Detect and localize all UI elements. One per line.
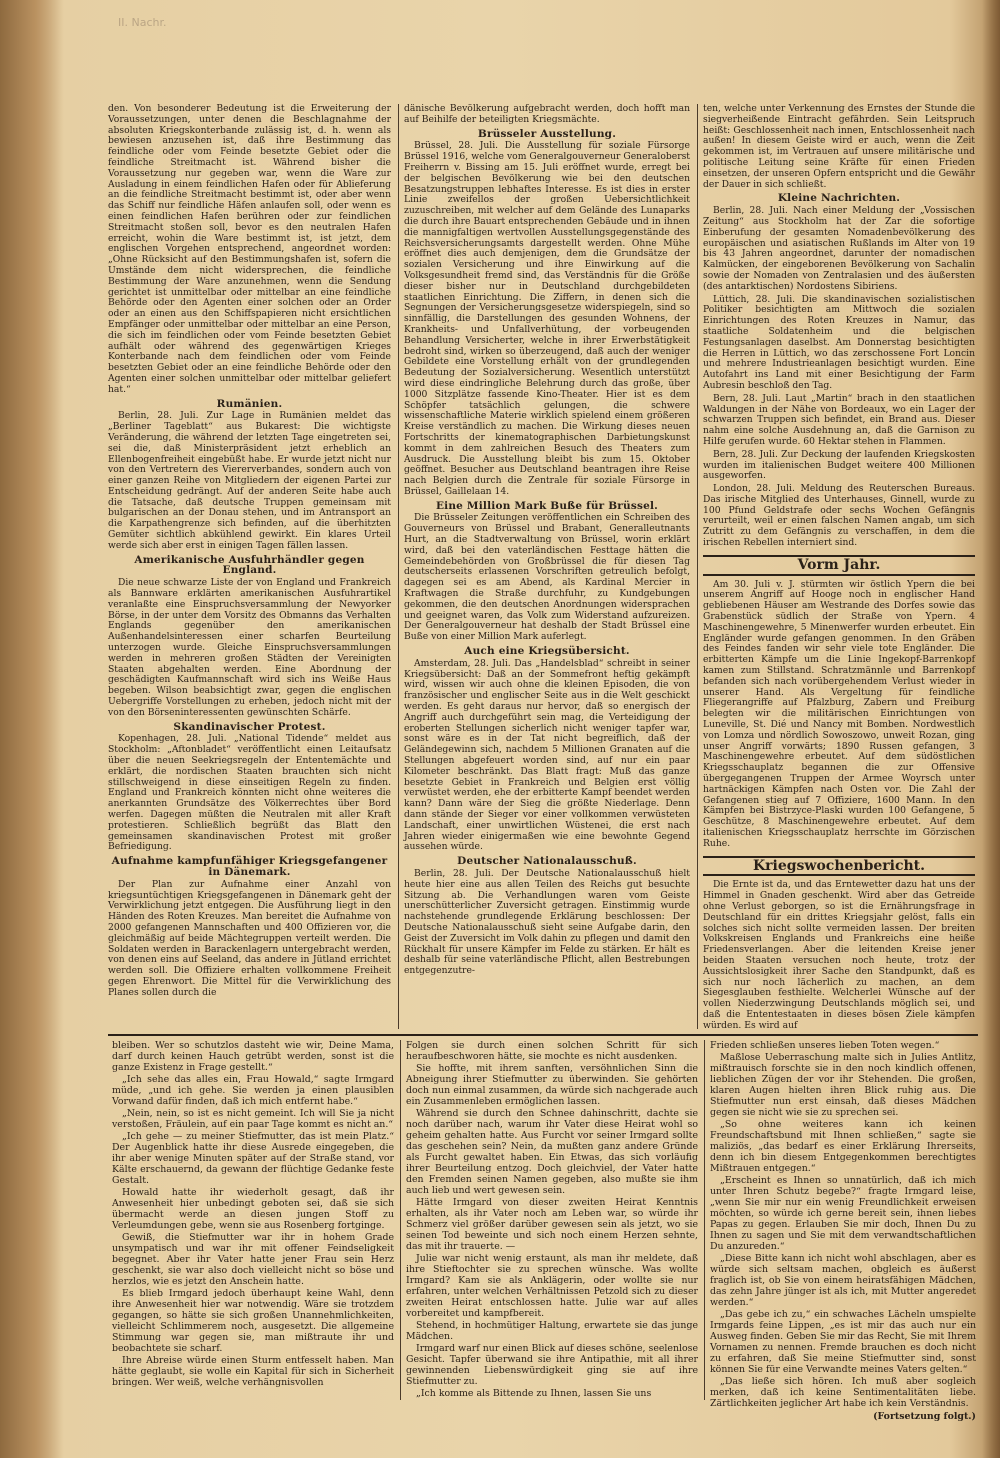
article-aufnahme: Der Plan zur Aufnahme einer Anzahl von kriegsuntüchtigen Kriegsgefangenen in Dänemark geht der Verwirklichung jetzt entgegen. Die Ausführung liegt in den Händen des Roten Kreuzes. Man bereitet die Aufnahme von 2000 gefangenen Mannschaften und 400 Offizieren vor, die gleichmäßig auf beide Mächtegruppen verteilt werden. Die Soldaten werden in Barackenlagern untergebracht werden, von denen eins auf Seeland, das andere in Jütland errichtet werden soll. Die Offiziere erhalten vollkommene Freiheit gegen Ehrenwort. Die Mittel für die Verwirklichung des Planes sollen durch die	[108, 878, 391, 998]
serial-paragraph: Sie hoffte, mit ihrem sanften, versöhnlichen Sinn die Abneigung ihrer Stiefmutter zu überwinden. Sie gehörten doch nun einmal zusammen, da würde sich nachgerade auch ein Zusammenleben ermöglichen lassen.	[406, 1063, 698, 1107]
serial-column-3	[710, 1040, 976, 1422]
article-intro-paragraph: den. Von besonderer Bedeutung ist die Erweiterung der Voraussetzungen, unter denen die Beschlagnahme der absoluten Kriegskonterbande zulässig ist, d. h. wenn als bewiesen anzusehen ist, daß ihre Bestimmung das feindliche oder vom Feinde besetzte Gebiet oder die feindliche Streitmacht ist. Während bisher die Voraussetzung nur gegeben war, wenn die Ware zur Ausladung in einem feindlichen Hafen oder für Ablieferung an die feindliche Streitmacht bestimmt ist, oder aber wenn das Schiff nur feindliche Häfen anlaufen soll, oder wenn es einen feindlichen Hafen berühren oder zur feindlichen Streitmacht stoßen soll, bevor es den neutralen Hafen erreicht, wohin die Ware bestimmt ist, ist jetzt, dem englischen Vorgehen entsprechend, angeordnet worden: „Ohne Rücksicht auf den Bestimmungshafen ist, sofern die Umstände dem nicht widersprechen, die feindliche Bestimmung der Ware anzunehmen, wenn die Sendung gerichtet ist unmittelbar oder mittelbar an eine feindliche Behörde oder den Agenten einer solchen oder an Order oder an einen aus den Schiffspapieren nicht ersichtlichen Empfänger oder unmittelbar oder mittelbar an eine Person, die sich im feindlichen oder vom Feinde besetzten Gebiet aufhält oder während des gegenwärtigen Krieges Konterbande nach dem feindlichen oder vom Feinde besetzten Gebiet oder an eine feindliche Behörde oder den Agenten einer solchen unmittelbar oder mittelbar geliefert hat.“	[108, 103, 391, 395]
news-item: Bern, 28. Juli. Laut „Martin“ brach in den staatlichen Waldungen in der Nähe von Bordeaux, wo ein Lager der schwarzen Truppen sich befindet, ein Brand aus. Dieser nahm eine solche Ausdehnung an, daß die Garnison zu Hilfe gerufen wurde. 60 Hektar stehen in Flammen.	[703, 392, 975, 447]
heading-amerika: Amerikanische Ausfuhrhändler gegen England.	[134, 553, 365, 577]
article-rumaenien: Berlin, 28. Juli. Zur Lage in Rumänien meldet das „Berliner Tageblatt“ aus Bukarest: Die wichtigste Veränderung, die während der letzten Tage eingetreten sei, sei die, daß Ministerpräsident jetzt erheblich an Ellenbogenfreiheit eingebüßt habe. Er wurde jetzt nicht nur von den Vertretern des Viererverbandes, sondern auch von einer ganzen Reihe von Mitgliedern der eigenen Partei zur Entscheidung gedrängt. Auf der anderen Seite habe auch die Tatsache, daß deutsche Truppen gemeinsam mit bulgarischen an der Donau stehen, und im Antransport an die Karpathengrenze sich befinden, auf die überhitzten Gemüter sichtlich abkühlend gewirkt. Ein klares Urteil werde sich aber erst in einigen Tagen fällen lassen.	[108, 410, 391, 551]
serial-paragraph: Ihre Abreise würde einen Sturm entfesselt haben. Man hätte geglaubt, sie wolle ein Kapital für sich in Sicherheit bringen. Wer weiß, welche verhängnisvollen	[112, 1355, 394, 1388]
column-divider	[398, 104, 399, 1029]
page-edge-shadow	[982, 0, 1000, 1458]
heading-kriegswochenbericht: Kriegswochenbericht.	[703, 856, 975, 877]
serial-paragraph: Gewiß, die Stiefmutter war ihr in hohem Grade unsympatisch und war ihr mit offener Feindseligkeit begegnet. Aber ihr Vater hatte jener Frau sein Herz geschenkt, sie war also doch vielleicht nicht so böse und herzlos, wie es jetzt den Anschein hatte.	[112, 1232, 394, 1287]
serial-paragraph: Julie war nicht wenig erstaunt, als man ihr meldete, daß ihre Stieftochter sie zu sprechen wünsche. Was wollte Irmgard? Kam sie als Anklägerin, oder wollte sie nur erfahren, unter welchen Verhältnissen Petzold sich zu dieser zweiten Heirat entschlossen hatte. Julie war auf alles vorbereitet und kampfbereit.	[406, 1253, 698, 1319]
article-kriegswochenbericht: Die Ernte ist da, und das Erntewetter dazu hat uns der Himmel in Gnaden geschenkt. Wird aber das Getreide ohne Verlust geborgen, so ist die Ernährungsfrage in Deutschland für ein drittes Kriegsjahr gelöst, falls ein solches sich nicht sollte vermeiden lassen. Der breiten Volkskreisen Englands und Frankreichs eine heiße Friedensverlangen. Aber die leitenden Kreise jener beiden Staaten versuchen noch heute, trotz der Aussichtslosigkeit ihrer Sache den Standpunkt, daß es sich nur noch lächerlich zu machen, an dem Siegesglauben festhielte. Welcherlei Wünsche auf der vollen Niederzwingung Deutschlands möglich sei, und daß die Ententestaaten in dieses bösen Ziele kämpfen würden. Es wird auf	[703, 879, 975, 1031]
serial-paragraph: „Ich sehe das alles ein, Frau Howald,“ sagte Irmgard müde, „und ich gehe. Sie werden ja einen plausiblen Vorwand dafür finden, daß ich mich entfernt habe.“	[112, 1074, 394, 1107]
continued-note: (Fortsetzung folgt.)	[873, 1411, 976, 1422]
serial-paragraph: Howald hatte ihr wiederholt gesagt, daß ihr Anwesenheit hier unbedingt geboten sei, daß sie sich übermacht werde an diesen jungen Stoff zu Verleumdungen gebe, wenn sie aus Rosenberg fortginge.	[112, 1187, 394, 1231]
serial-paragraph: Hätte Irmgard von dieser zweiten Heirat Kenntnis erhalten, als ihr Vater noch am Leben war, so würde ihr Schmerz viel größer darüber gewesen sein als jetzt, wo sie seinen Tod beweinte und sich noch einem Herzen sehnte, das mit ihr trauerte. —	[406, 1197, 698, 1252]
news-item: Bern, 28. Juli. Zur Deckung der laufenden Kriegskosten wurden im italienischen Budget weitere 400 Millionen ausgeworfen.	[703, 448, 975, 482]
heading-million: Eine Million Mark Buße für Brüssel.	[435, 499, 659, 512]
heading-aufnahme: Aufnahme kampfunfähiger Kriegsgefangener in Dänemark.	[111, 855, 388, 878]
article-skandinavisch: Kopenhagen, 28. Juli. „National Tidende“ meldet aus Stockholm: „Aftonbladet“ veröffentlicht einen Leitaufsatz über die neuen Seekriegsregeln der Ententemächte und erklärt, die nordischen Staaten brauchten sich nicht stillschweigend in diese einseitigen Regeln zu finden. England und Frankreich könnten nicht ohne weiteres die anerkannten Grundsätze des Völkerrechtes über Bord werfen. Dagegen müßten die Neutralen mit aller Kraft protestieren. Schließlich begrüßt das Blatt den gemeinsamen skandinavischen Protest mit großer Befriedigung.	[108, 733, 391, 853]
pencil-annotation: II. Nachr.	[118, 16, 167, 29]
serial-paragraph: „Nein, nein, so ist es nicht gemeint. Ich will Sie ja nicht verstoßen, Fräulein, auf ein paar Tage kommt es nicht an.“	[112, 1108, 394, 1130]
article-bruessel: Brüssel, 28. Juli. Die Ausstellung für soziale Fürsorge Brüssel 1916, welche vom Generalgouverneur Generaloberst Freiherrn v. Bissing am 15. Juli eröffnet wurde, erregt bei der belgischen Bevölkerung wie bei den deutschen Besatzungstruppen lebhaftes Interesse. Es ist dies in erster Linie zweifellos der großen Uebersichtlichkeit zuzuschreiben, mit welcher auf dem Gelände des Lunaparks die durch ihre Bauart entsprechenden Gebäude und in ihnen die mannigfaltigen wertvollen Ausstellungsgegenstände des Reichsversicherungsamts dargestellt werden. Ohne Mühe eröffnet dies auch demjenigen, dem die Grundsätze der sozialen Versicherung und ihre Einwirkung auf die Volksgesundheit fremd sind, das Verständnis für die Größe dieser bisher nur in Deutschland durchgebildeten staatlichen Einrichtung. Die Ziffern, in denen sich die Segnungen der Versicherungsgesetze widerspiegeln, sind so sinnfällig, die Darstellungen des gesunden Wohnens, der Krankheits- und Unfallverhütung, der vorbeugenden Behandlung Versicherter, welche in ihrer Erwerbstätigkeit bedroht sind, wirken so überzeugend, daß auch der weniger Gebildete eine Vorstellung erhält von der grundlegenden Bedeutung der Sozialversicherung. Wesentlich unterstützt wird diese eindringliche Belehrung durch das große, über 1000 Sitzplätze fassende Kino-Theater. Hier ist es dem Schöpfer tatsächlich gelungen, die schwere wissenschaftliche Materie wirklich spielend einem größeren Kreise verständlich zu machen. Die Wirkung dieses neuen Fortschritts der kinematographischen Darbietungskunst kommt in dem zahlreichen Besuch des Theaters zum Ausdruck. Die Ausstellung bleibt bis zum 15. Oktober geöffnet. Besucher aus Deutschland beantragen ihre Reise nach Belgien durch die Zentrale für soziale Fürsorge in Brüssel, Gaillelaan 14.	[404, 140, 690, 497]
article-continuation: ten, welche unter Verkennung des Ernstes der Stunde die siegverheißende Eintracht gefährden. Sein Leitspruch heißt: Geschlossenheit nach innen, Entschlossenheit nach außen! In diesem Geiste wird er auch, wenn die Zeit gekommen ist, im Vertrauen auf unsere militärische und politische Leitung seine Kräfte für einen Frieden einsetzen, der unseren Opfern entspricht und die Gewähr der Dauer in sich schließt.	[703, 103, 975, 190]
serial-paragraph: „Ich gehe — zu meiner Stiefmutter, das ist mein Platz.“ Der Augenblick hatte ihr diese Ausrede eingegeben, die ihr aber wenige Minuten später auf der Straße stand, vor Kälte erschauernd, da gewann der flüchtige Gedanke feste Gestalt.	[112, 1131, 394, 1186]
serial-paragraph: „Das ließe sich hören. Ich muß aber sogleich merken, daß ich keine Sentimentalitäten liebe. Zärtlichkeiten jeglicher Art habe ich kein Verständnis.	[710, 1376, 976, 1409]
heading-nationalausschuss: Deutscher Nationalausschuß.	[457, 855, 637, 868]
serial-paragraph: „Das gebe ich zu,“ ein schwaches Lächeln umspielte Irmgards feine Lippen, „es ist mir das auch nur ein Ausweg finden. Geben Sie mir das Recht, Sie mit Ihrem Vornamen zu nennen. Fremde brauchen es doch nicht zu erfahren, daß Sie meine Stiefmutter sind, sonst können Sie für eine Verwandte meines Vaters gelten.“	[710, 1309, 976, 1375]
article-million: Die Brüsseler Zeitungen veröffentlichen ein Schreiben des Gouverneurs von Brüssel und Brabant, Generalleutnants Hurt, an die Stadtverwaltung von Brüssel, worin erklärt wird, daß bei den vaterländischen Festtage hätten die Gemeindebehörden von Großbrüssel die für diesen Tag deutscherseits erlassenen Vorschriften getreulich befolgt, dagegen sei es am Abend, als Kardinal Mercier in Kraftwagen die Straße durchfuhr, zu Kundgebungen gekommen, die den deutschen Anordnungen widersprachen und geeignet waren, das Volk zum Widerstand aufzureizen. Der Generalgouverneur hat deshalb der Stadt Brüssel eine Buße von einer Million Mark auferlegt.	[404, 512, 690, 643]
serial-paragraph: Maßlose Ueberraschung malte sich in Julies Antlitz, mißtrauisch forschte sie in den noch kindlich offenen, lieblichen Zügen der vor ihr Stehenden. Die großen, klaren Augen hielten ihren Blick ruhig aus. Die Stiefmutter nun erst einsah, daß dieses Mädchen gegen sie nicht wie sie zu sprechen sei.	[710, 1052, 976, 1118]
article-column-1	[108, 104, 391, 1029]
serial-paragraph: Frieden schließen unseres lieben Toten wegen.“	[710, 1040, 940, 1051]
heading-rumaenien: Rumänien.	[216, 397, 283, 410]
article-kriegsuebersicht: Amsterdam, 28. Juli. Das „Handelsblad“ schreibt in seiner Kriegsübersicht: Daß an der Sommefront heftig gekämpft wird, wissen wir auch ohne die kleinen Episoden, die von französischer und englischer Seite aus in die Welt geschickt werden. Es geht daraus nur hervor, daß so energisch der Angriff auch durchgeführt sein mag, die Verteidigung der eroberten Stellungen sicherlich nicht weniger tapfer war, sonst wäre es in der Tat nicht begreiflich, daß der Geländegewinn sich, nachdem 5 Millionen Granaten auf die Stellungen abgefeuert worden sind, auf nur ein paar Kilometer beschränkt. Das Blatt fragt: Muß das ganze besetzte Gebiet in Frankreich und Belgien erst völlig verwüstet werden, ehe der erbitterte Kampf beendet werden kann? Dann wäre der Sieg die größte Niederlage. Denn dann stände der Sieger vor einer vollkommen verwüsteten Landschaft, einer unwirtlichen Wüstenei, die erst nach Jahren wieder einigermaßen wie eine bewohnte Gegend aussehen würde.	[404, 657, 690, 853]
serial-paragraph: „Ich komme als Bittende zu Ihnen, lassen Sie uns	[416, 1388, 652, 1399]
news-item: Lüttich, 28. Juli. Die skandinavischen sozialistischen Politiker besichtigten am Mittwoch die sozialen Einrichtungen des Roten Kreuzes in Namur, das staatliche Soldatenheim und die belgischen Festungsanlagen daselbst. Am Donnerstag besichtigten die Herren in Lüttich, wo das zerschossene Fort Loncin und mehrere Industrieanlagen besichtigt wurden. Eine Autofahrt ins Land mit einer Besichtigung der Farm Aubresin beschloß den Tag.	[703, 293, 975, 391]
heading-kriegsuebersicht: Auch eine Kriegsübersicht.	[464, 645, 630, 658]
article-nationalausschuss: Berlin, 28. Juli. Der Deutsche Nationalausschuß hielt heute hier eine aus allen Teilen des Reichs gut besuchte Sitzung ab. Die Verhandlungen waren vom Geiste unerschütterlicher Zuversicht getragen. Einstimmig wurde nachstehende grundlegende Erklärung beschlossen: Der Deutsche Nationalausschuß sieht seine Aufgabe darin, den Geist der Zuversicht im Volk dahin zu pflegen und damit den Rückhalt für unsere Kämpfer im Felde zu stärken. Er hält es deshalb für seine vaterländische Pflicht, allen Bestrebungen entgegenzutre-	[404, 867, 690, 977]
article-amerika: Die neue schwarze Liste der von England und Frankreich als Bannware erklärten amerikanischen Ausfuhrartikel veranlaßte eine Einspruchsversammlung der Newyorker Börse, in der unter dem Vorsitz des Obmanns das Verhalten Englands gegenüber den amerikanischen Außenhandelsinteressen einer scharfen Beurteilung unterzogen wurde. Gleiche Einspruchsversammlungen werden in mehreren großen Städten der Vereinigten Staaten abgehalten werden. Eine Abordnung der geschädigten Kaufmannschaft wird sich ins Weiße Haus begeben. Wilson beabsichtigt zwar, gegen die englischen Uebergriffe Vorstellungen zu erheben, jedoch nicht mit der von den Börseninteressenten gewünschten Schärfe.	[108, 577, 391, 718]
article-column-2	[404, 104, 690, 1029]
serial-paragraph: Irmgard warf nur einen Blick auf dieses schöne, seelenlose Gesicht. Tapfer überwand sie ihre Antipathie, mit all ihrer gewinnenden Liebenswürdigkeit ging sie auf ihre Stiefmutter zu.	[406, 1343, 698, 1387]
heading-skandinavisch: Skandinavischer Protest.	[173, 720, 326, 733]
article-vorm-jahr: Am 30. Juli v. J. stürmten wir östlich Ypern die bei unserem Angriff auf Hooge noch in englischer Hand gebliebenen Häuser am Westrande des Dorfes sowie das Grabenstück südlich der Straße von Ypern. 4 Maschinengewehre, 5 Minenwerfer wurden erbeutet. Ein Engländer wurde gefangen genommen. In den Gräben des Feindes fanden wir sehr viele tote Engländer. Die erbitterten Kämpfe um die Linie Ingekopf-Barrenkopf kamen zum Stillstand. Schratzmännle und Barrenkopf befanden sich nach vorübergehendem Verlust wieder in unserer Hand. Als Vergeltung für feindliche Fliegerangriffe auf Pfalzburg, Zabern und Freiburg belegten wir die militärischen Einrichtungen von Luneville, St. Dié und Nancy mit Bomben. Nordwestlich von Lomza und nördlich Sowoszowo, unweit Rozan, ging unser Angriff vorwärts; 1890 Russen gefangen, 3 Maschinengewehre erbeutet. Auf dem südöstlichen Kriegsschauplatz begannen die zur Offensive übergegangenen Truppen der Armee Woyrsch unter hartnäckigen Kämpfen nach Osten vor. Die Zahl der Gefangenen stieg auf 7 Offiziere, 1600 Mann. In den Kämpfen bei Bistrzyce-Plaski wurden 100 Gefangene, 5 Geschütze, 8 Maschinengewehre erbeutet. Auf dem italienischen Kriegsschauplatz herrschte im Görzischen Ruhe.	[703, 578, 975, 849]
serial-paragraph: „So ohne weiteres kann ich keinen Freundschaftsbund mit Ihnen schließen,“ sagte sie maliziös, „das bedarf es einer Erklärung Ihrerseits, denn ich bin diesem Entgegenkommen berechtigtes Mißtrauen entgegen.“	[710, 1119, 976, 1174]
heading-kleine-nachrichten: Kleine Nachrichten.	[777, 192, 901, 205]
serial-paragraph: Während sie durch den Schnee dahinschritt, dachte sie noch darüber nach, warum ihr Vater diese Heirat wohl so geheim gehalten hatte. Aus Furcht vor seiner Irmgard sollte das geschehen sein? Nein, da mußten ganz andere Gründe als Furcht gewaltet haben. Ein Etwas, das sich vorläufig ihrer Beurteilung entzog. Doch gleichviel, der Vater hatte den Fremden seinen Namen gegeben, also mußte sie ihm auch lieb und wert gewesen sein.	[406, 1108, 698, 1196]
book-binding-shadow	[0, 0, 64, 1458]
article-continuation: dänische Bevölkerung aufgebracht werden, doch hofft man auf Beihilfe der beteiligten Kriegsmächte.	[404, 103, 690, 125]
serial-paragraph: bleiben. Wer so schutzlos dasteht wie wir, Deine Mama, darf durch keinen Hauch getrübt werden, sonst ist die ganze Existenz in Frage gestellt.“	[112, 1040, 394, 1073]
serial-paragraph: Es blieb Irmgard jedoch überhaupt keine Wahl, denn ihre Anwesenheit hier war notwendig. Wäre sie trotzdem gegangen, so hätte sie sich großen Unannehmlichkeiten, vielleicht Schlimmerem noch, ausgesetzt. Die allgemeine Stimmung war gegen sie, man mißtraute ihr und beobachtete sie scharf.	[112, 1288, 394, 1354]
column-divider	[704, 1040, 705, 1400]
heading-bruessel: Brüsseler Ausstellung.	[477, 127, 617, 140]
article-column-3	[703, 104, 975, 1029]
column-divider	[400, 1040, 401, 1400]
column-divider	[697, 104, 698, 1029]
serial-column-2	[406, 1040, 698, 1400]
serial-paragraph: Folgen sie durch einen solchen Schritt für sich heraufbeschworen hätte, sie mochte es nicht ausdenken.	[406, 1040, 698, 1062]
serial-column-1	[112, 1040, 394, 1400]
serial-paragraph: „Erscheint es Ihnen so unnatürlich, daß ich mich unter Ihren Schutz begebe?“ fragte Irmgard leise, „wenn Sie mir nur ein wenig Freundlichkeit erweisen möchten, so würde ich gerne bereit sein, ihnen liebes Papas zu gegen. Erlauben Sie mir doch, Ihnen Du zu Ihnen zu sagen und Sie mit dem verwandtschaftlichen Du anzureden.“	[710, 1175, 976, 1252]
news-item: Berlin, 28. Juli. Nach einer Meldung der „Vossischen Zeitung“ aus Stockholm hat der Zar die sofortige Einberufung der gesamten Nomadenbevölkerung des europäischen und asiatischen Rußlands im Alter von 19 bis 43 Jahren angeordnet, darunter der nomadischen Kalmücken, der eingeborenen Bevölkerung von Sachalin sowie der Nomaden von Zentralasien und des äußersten (des antarktischen) Nordostens Sibiriens.	[703, 205, 975, 292]
heading-vorm-jahr: Vorm Jahr.	[703, 555, 975, 576]
serial-paragraph: Stehend, in hochmütiger Haltung, erwartete sie das junge Mädchen.	[406, 1320, 698, 1342]
news-item: London, 28. Juli. Meldung des Reuterschen Bureaus. Das irische Mitglied des Unterhauses, Ginnell, wurde zu 100 Pfund Geldstrafe oder sechs Wochen Gefängnis verurteilt, weil er einen falschen Namen angab, um sich Zutritt zu dem Gefängnis zu verschaffen, in dem die irischen Rebellen interniert sind.	[703, 483, 975, 549]
feuilleton-divider	[108, 1034, 978, 1036]
serial-paragraph: „Diese Bitte kann ich nicht wohl abschlagen, aber es würde sich seltsam machen, obgleich es äußerst fraglich ist, ob Sie von einem heiratsfähigen Mädchen, das zehn Jahre jünger ist als ich, mit Mutter angeredet werden.“	[710, 1253, 976, 1308]
